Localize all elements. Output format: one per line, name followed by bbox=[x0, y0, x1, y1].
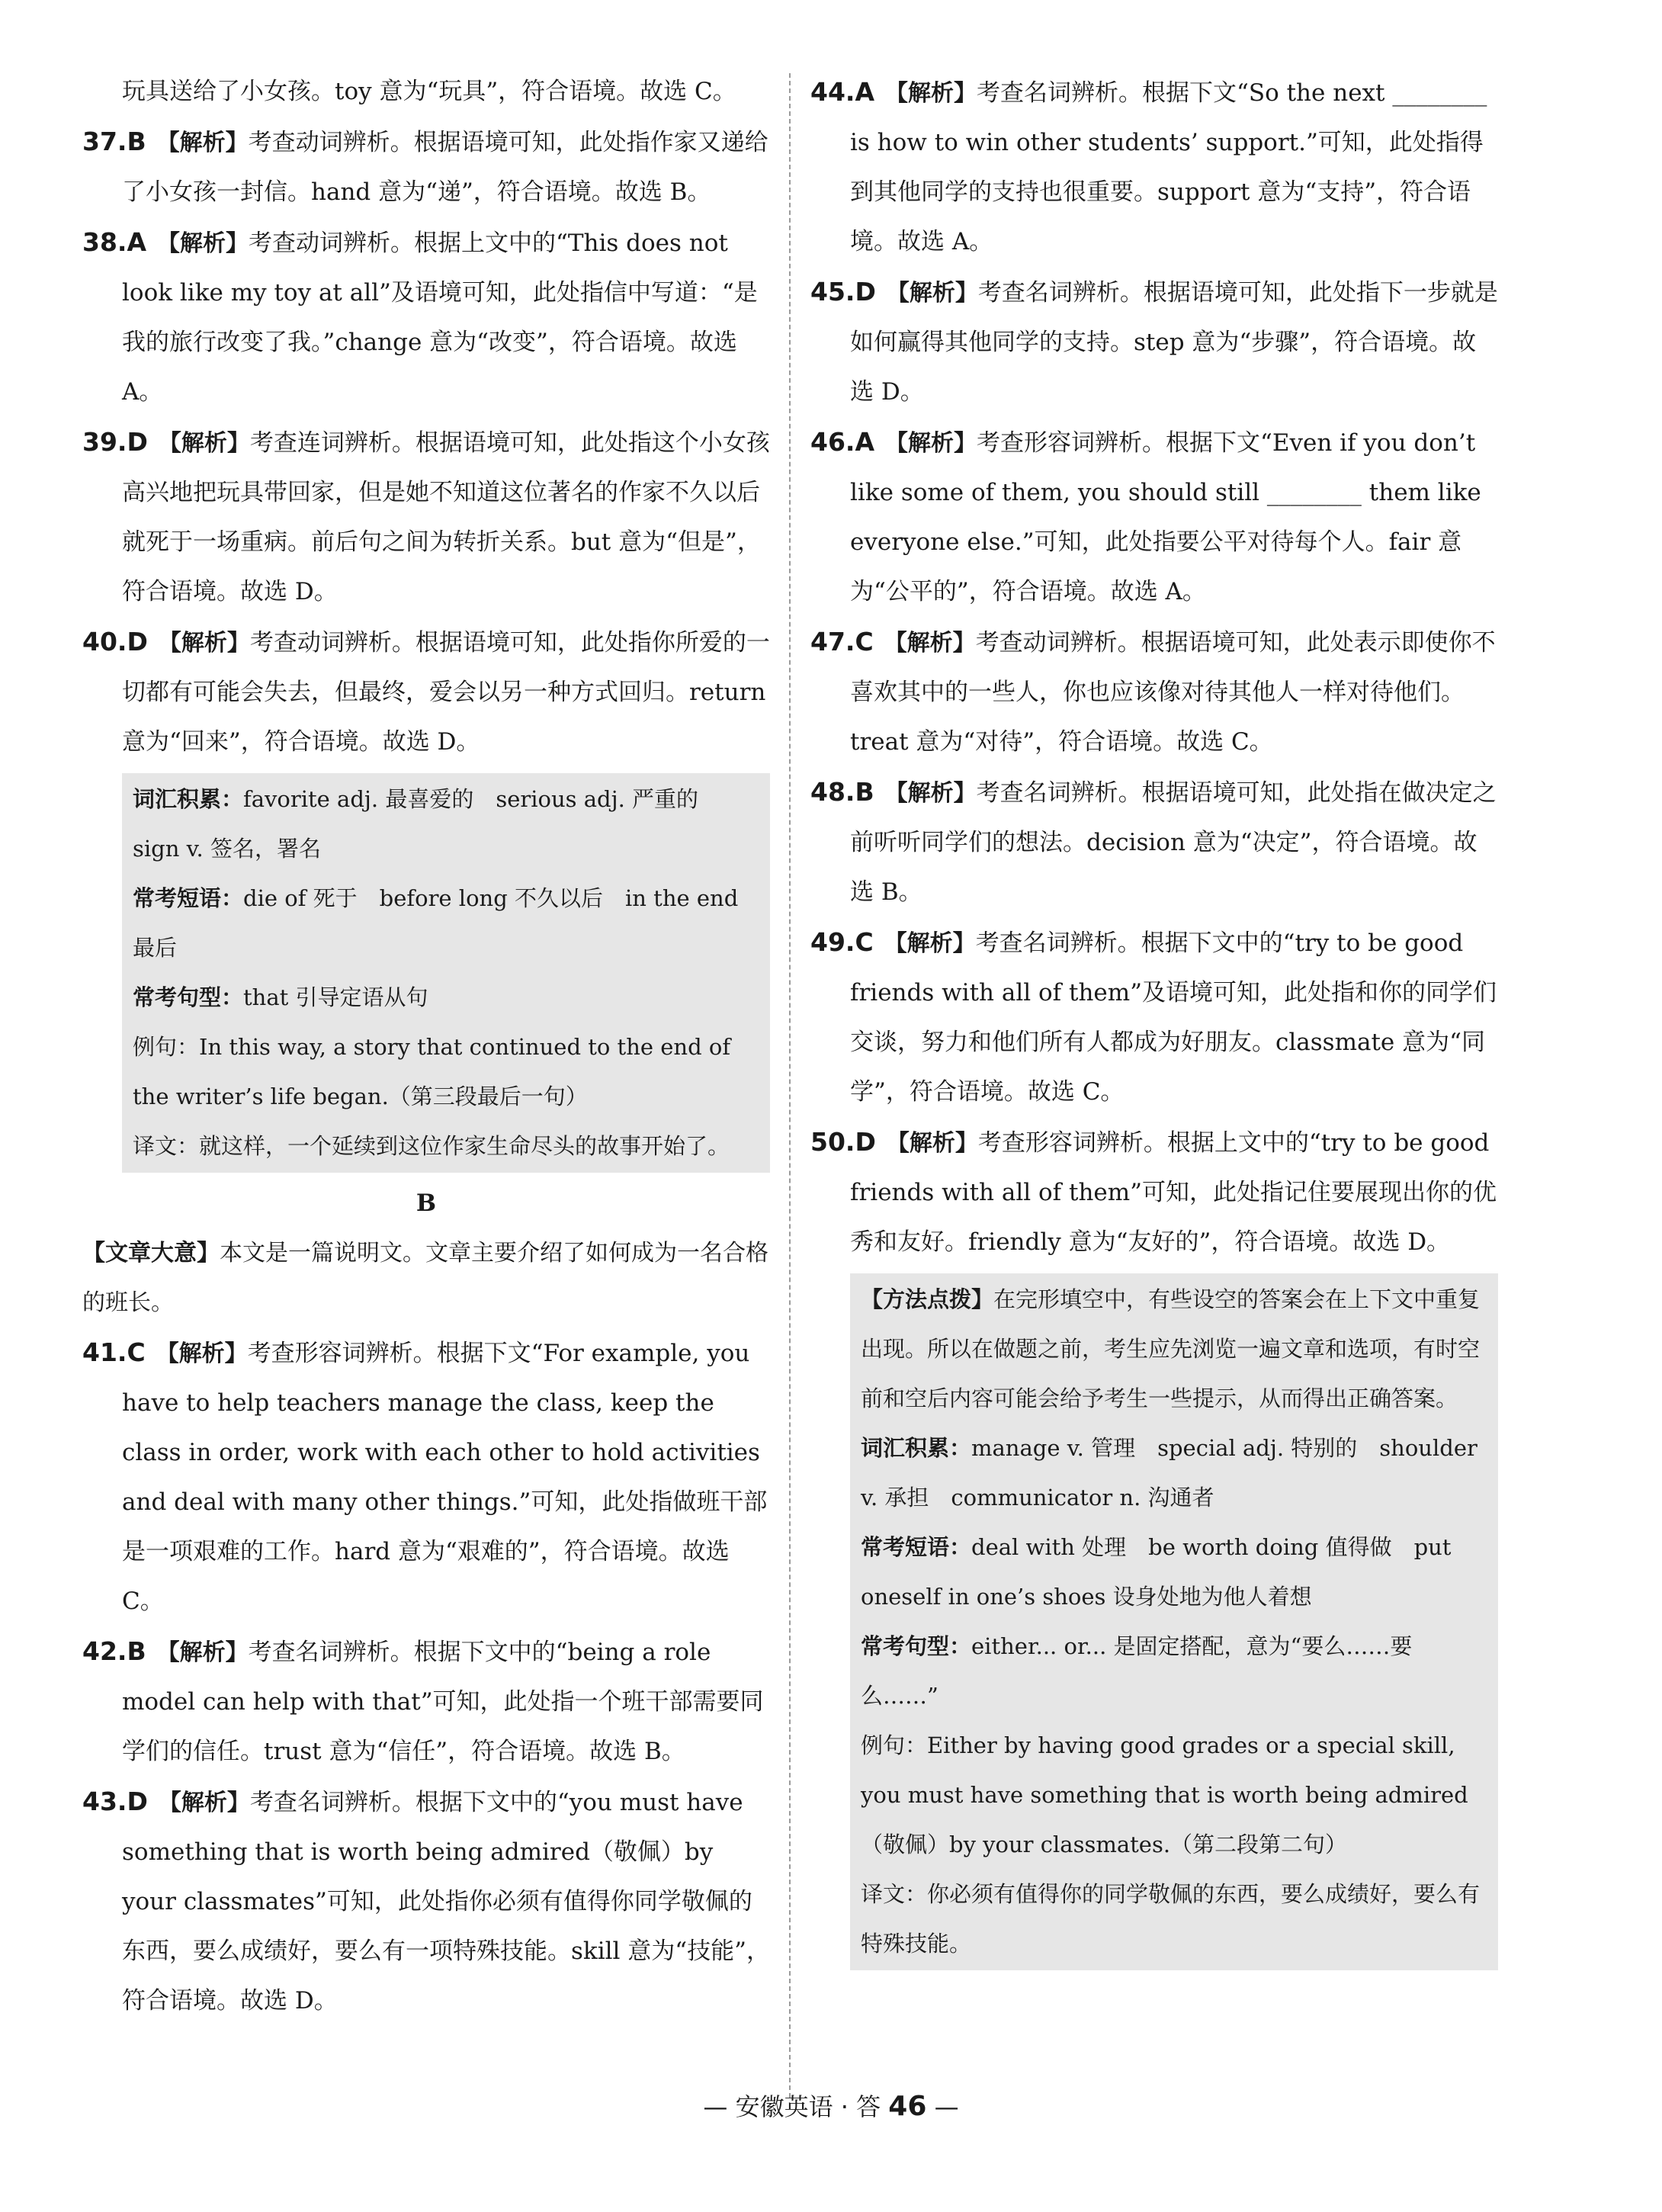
pattern-note bbox=[861, 1622, 1487, 1721]
translation-label: 译文： bbox=[861, 1881, 928, 1907]
translation-text: 你必须有值得你的同学敬佩的东西，要么成绩好，要么有特殊技能。 bbox=[861, 1881, 1481, 1957]
answer-38 bbox=[82, 217, 770, 417]
answer-43 bbox=[82, 1777, 770, 2026]
translation-text: 就这样，一个延续到这位作家生命尽头的故事开始了。 bbox=[199, 1133, 730, 1159]
answer-number: 47.C bbox=[810, 627, 874, 657]
answer-number: 45.D bbox=[810, 277, 876, 307]
summary-tag: 【文章大意】 bbox=[82, 1240, 220, 1267]
answer-37 bbox=[82, 117, 770, 217]
page-number: 46 bbox=[888, 2091, 927, 2122]
answer-text: 考查形容词辨析。根据上文中的“try to be good friends with all of them”可知，此处指记住要展现出你的优秀和友好。friendly 意为“友好的”，符合语境。故选 D。 bbox=[850, 1129, 1497, 1256]
answer-36-continued: 玩具送给了小女孩。toy 意为“玩具”，符合语境。故选 C。 bbox=[122, 78, 736, 105]
phrase-note bbox=[133, 874, 759, 973]
right-column bbox=[810, 67, 1498, 1976]
example-label: 例句： bbox=[133, 1034, 200, 1060]
analysis-tag: 【解析】 bbox=[885, 430, 977, 457]
phrase-label: 常考短语： bbox=[133, 885, 244, 911]
analysis-tag: 【解析】 bbox=[158, 1790, 250, 1816]
answer-number: 39.D bbox=[82, 427, 148, 457]
answer-text: 考查形容词辨析。根据下文“For example, you have to help teachers manage the class, keep the class in order, work with each other to hold activities and deal with many other things.”可知，此处指做班干部是一项艰难的工作。hard 意为“艰难的”，符合语境。故选 C。 bbox=[122, 1340, 768, 1615]
analysis-tag: 【解析】 bbox=[156, 1639, 249, 1666]
analysis-tag: 【解析】 bbox=[158, 630, 250, 657]
answer-text: 考查形容词辨析。根据下文“Even if you don’t like some of them, you should still ________ them like everyone else.”可知，此处指要公平对待每个人。fair 意为“公平的”，符合语境。故选 A。 bbox=[850, 429, 1481, 605]
answer-text: 考查动词辨析。根据语境可知，此处指你所爱的一切都有可能会失去，但最终，爱会以另一种方式回归。return 意为“回来”，符合语境。故选 D。 bbox=[122, 629, 770, 756]
analysis-tag: 【解析】 bbox=[885, 80, 977, 107]
summary-text: 本文是一篇说明文。文章主要介绍了如何成为一名合格的班长。 bbox=[82, 1240, 768, 1316]
footer-prefix: — 安徽英语 · 答 bbox=[703, 2092, 881, 2121]
phrase-label: 常考短语： bbox=[861, 1534, 972, 1560]
phrase-text: die of 死于 before long 不久以后 in the end 最后 bbox=[133, 885, 739, 961]
left-column bbox=[82, 67, 770, 2026]
notes-box-a bbox=[122, 773, 770, 1173]
answer-number: 41.C bbox=[82, 1337, 146, 1367]
translation-label: 译文： bbox=[133, 1133, 200, 1159]
vocab-text: favorite adj. 最喜爱的 serious adj. 严重的 sign v. 签名，署名 bbox=[133, 786, 721, 862]
vocab-label: 词汇积累： bbox=[133, 786, 244, 812]
analysis-tag: 【解析】 bbox=[156, 1340, 248, 1367]
analysis-tag: 【解析】 bbox=[886, 280, 978, 307]
example-label: 例句： bbox=[861, 1732, 928, 1758]
answer-text: 考查名词辨析。根据下文中的“being a role model can help with that”可知，此处指一个班干部需要同学们的信任。trust 意为“信任”，符合语境。故选 B。 bbox=[122, 1639, 764, 1765]
analysis-tag: 【解析】 bbox=[884, 630, 976, 657]
answer-50 bbox=[810, 1117, 1498, 1267]
answer-text: 考查名词辨析。根据下文中的“you must have something that is worth being admired（敬佩）by your classmates”可知，此处指你必须有值得你同学敬佩的东西，要么成绩好，要么有一项特殊技能。skill 意为“技能”，符合语境。故选 D。 bbox=[122, 1789, 770, 2015]
pattern-label: 常考句型： bbox=[133, 984, 244, 1010]
answer-47 bbox=[810, 617, 1498, 767]
notes-box-b bbox=[850, 1273, 1498, 1970]
pattern-text: that 引导定语从句 bbox=[243, 984, 428, 1010]
answer-text: 考查名词辨析。根据下文中的“try to be good friends with all of them”及语境可知，此处指和你的同学们交谈，努力和他们所有人都成为好朋友。classmate 意为“同学”，符合语境。故选 C。 bbox=[850, 929, 1497, 1106]
translation-note bbox=[861, 1870, 1487, 1969]
vocab-note bbox=[861, 1424, 1487, 1523]
vocab-text: manage v. 管理 special adj. 特别的 shoulder v. 承担 communicator n. 沟通者 bbox=[861, 1435, 1478, 1511]
answer-text: 考查动词辨析。根据上文中的“This does not look like my toy at all”及语境可知，此处指信中写道：“是我的旅行改变了我。”change 意为“改变”，符合语境。故选 A。 bbox=[122, 230, 758, 406]
article-summary bbox=[82, 1228, 770, 1328]
answer-number: 38.A bbox=[82, 227, 146, 257]
method-label: 【方法点拨】 bbox=[861, 1286, 994, 1312]
vocab-label: 词汇积累： bbox=[861, 1435, 972, 1461]
answer-text: 考查连词辨析。根据语境可知，此处指这个小女孩高兴地把玩具带回家，但是她不知道这位著名的作家不久以后就死于一场重病。前后句之间为转折关系。but 意为“但是”，符合语境。故选 D。 bbox=[122, 429, 770, 605]
translation-note bbox=[133, 1122, 759, 1171]
example-note bbox=[133, 1023, 759, 1122]
footer-suffix: — bbox=[934, 2092, 959, 2121]
analysis-tag: 【解析】 bbox=[157, 230, 249, 257]
analysis-tag: 【解析】 bbox=[156, 130, 249, 156]
analysis-tag: 【解析】 bbox=[886, 1130, 978, 1157]
answer-text: 考查名词辨析。根据下文“So the next ________ is how to win other students’ support.”可知，此处指得到其他同学的支持也很重要。support 意为“支持”，符合语境。故选 A。 bbox=[850, 79, 1487, 255]
method-note bbox=[861, 1275, 1487, 1424]
answer-number: 49.C bbox=[810, 927, 874, 957]
pattern-note bbox=[133, 973, 759, 1023]
answer-text: 考查动词辨析。根据语境可知，此处表示即使你不喜欢其中的一些人，你也应该像对待其他人一样对待他们。treat 意为“对待”，符合语境。故选 C。 bbox=[850, 629, 1496, 756]
analysis-tag: 【解析】 bbox=[158, 430, 250, 457]
example-text: In this way, a story that continued to the end of the writer’s life began.（第三段最后一句） bbox=[133, 1034, 731, 1109]
answer-46 bbox=[810, 417, 1498, 617]
answer-number: 42.B bbox=[82, 1636, 146, 1666]
answer-40 bbox=[82, 617, 770, 767]
answer-44 bbox=[810, 67, 1498, 267]
answer-number: 46.A bbox=[810, 427, 874, 457]
answer-number: 48.B bbox=[810, 777, 874, 807]
answer-number: 40.D bbox=[82, 627, 148, 657]
phrase-note bbox=[861, 1523, 1487, 1622]
example-note bbox=[861, 1721, 1487, 1870]
answer-48 bbox=[810, 767, 1498, 917]
phrase-text: deal with 处理 be worth doing 值得做 put oneself in one’s shoes 设身处地为他人着想 bbox=[861, 1534, 1452, 1610]
pattern-label: 常考句型： bbox=[861, 1633, 972, 1659]
answer-text: 考查名词辨析。根据语境可知，此处指在做决定之前听听同学们的想法。decision 意为“决定”，符合语境。故选 B。 bbox=[850, 779, 1497, 906]
method-text: 在完形填空中，有些设空的答案会在上下文中重复出现。所以在做题之前，考生应先浏览一遍文章和选项，有时空前和空后内容可能会给予考生一些提示，从而得出正确答案。 bbox=[861, 1286, 1481, 1411]
vocab-note bbox=[133, 775, 759, 874]
pattern-text: either... or... 是固定搭配，意为“要么……要么……” bbox=[861, 1633, 1413, 1709]
page-footer bbox=[0, 2088, 1662, 2123]
answer-49 bbox=[810, 917, 1498, 1117]
example-text: Either by having good grades or a special skill, you must have something that is worth being admired（敬佩）by your classmates.（第二段第二句） bbox=[861, 1732, 1468, 1857]
answer-39 bbox=[82, 417, 770, 617]
section-heading: B bbox=[416, 1189, 437, 1217]
analysis-tag: 【解析】 bbox=[884, 930, 976, 957]
analysis-tag: 【解析】 bbox=[884, 780, 977, 807]
answer-number: 44.A bbox=[810, 77, 874, 107]
column-divider bbox=[789, 73, 791, 2098]
answer-number: 37.B bbox=[82, 127, 146, 156]
answer-text: 考查动词辨析。根据语境可知，此处指作家又递给了小女孩一封信。hand 意为“递”，符合语境。故选 B。 bbox=[122, 129, 768, 206]
answer-42 bbox=[82, 1626, 770, 1777]
answer-41 bbox=[82, 1328, 770, 1626]
answer-text: 考查名词辨析。根据语境可知，此处指下一步就是如何赢得其他同学的支持。step 意为“步骤”，符合语境。故选 D。 bbox=[850, 279, 1498, 406]
answer-number: 50.D bbox=[810, 1127, 876, 1157]
answer-45 bbox=[810, 267, 1498, 417]
answer-number: 43.D bbox=[82, 1787, 148, 1816]
